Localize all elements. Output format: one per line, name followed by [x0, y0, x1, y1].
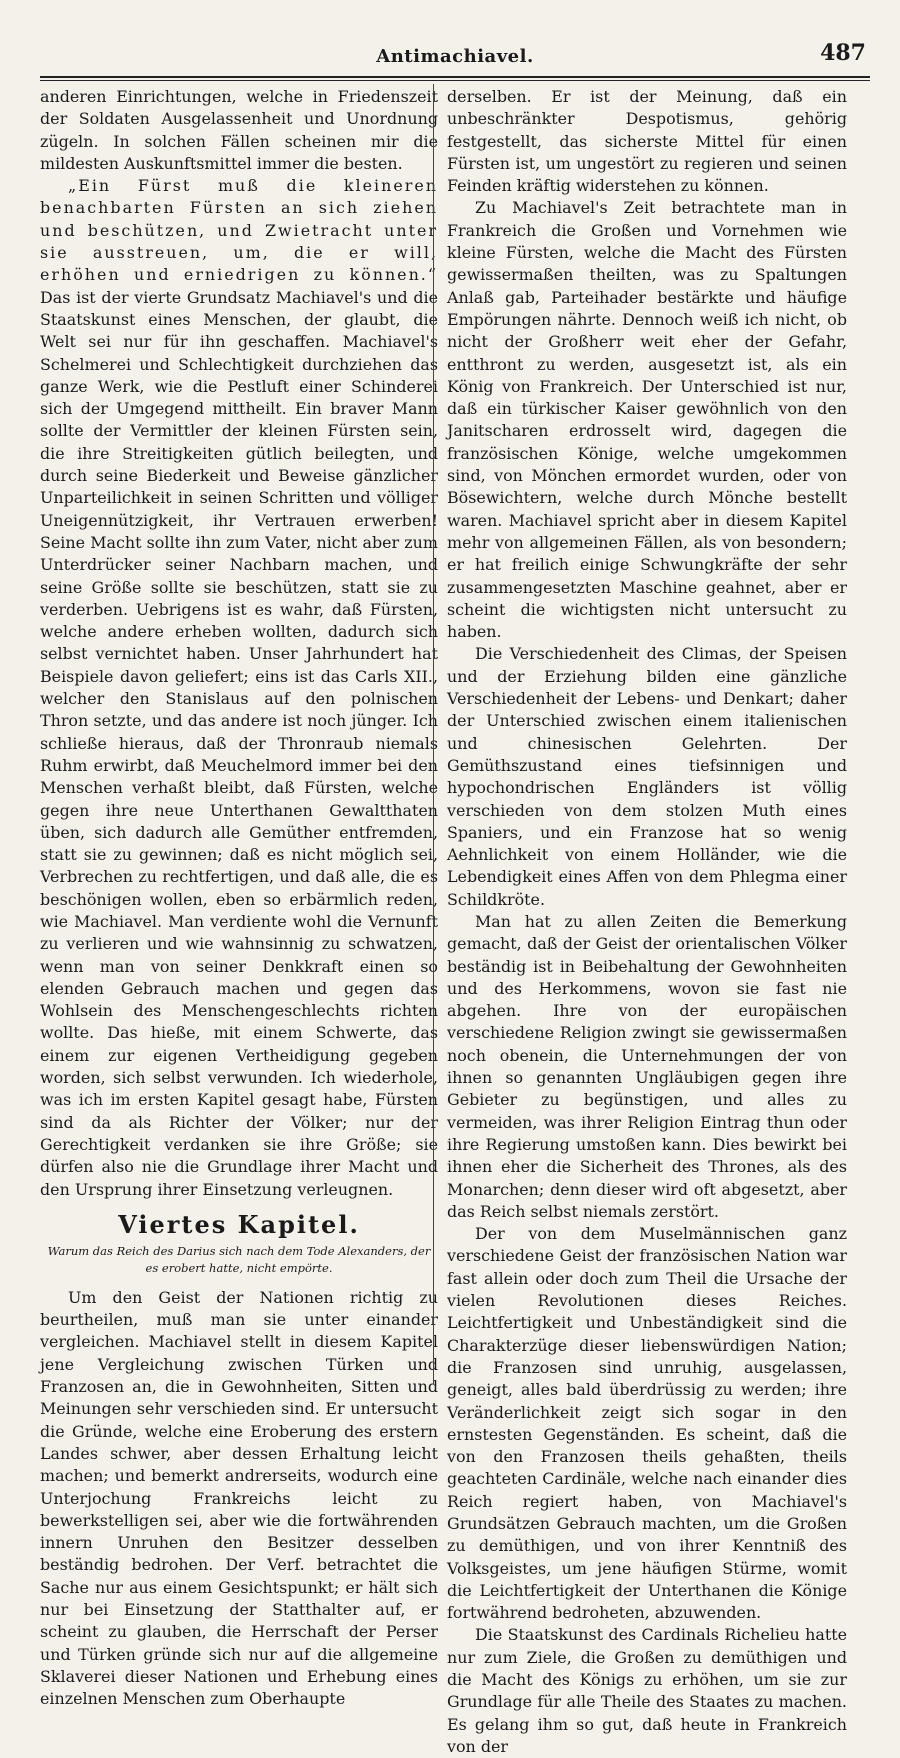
chapter-subtitle: Warum das Reich des Darius sich nach dem Tode Alexanders, der es erobert hatte, nicht empörte. [47, 1243, 431, 1275]
paragraph: Um den Geist der Nationen richtig zu beurtheilen, muß man sie unter einander vergleichen. Machiavel stellt in diesem Kapitel jene Vergleichung zwischen Türken und Franzosen an, die in Gewohnheiten, Sitten und Meinungen sehr verschieden sind. Er untersucht die Gründe, welche eine Eroberung des erstern Landes schwer, aber dessen Erhaltung leicht machen; und bemerkt andrerseits, wodurch eine Unterjochung Frankreichs leicht zu bewerkstelligen sei, aber wie die fortwährenden innern Unruhen den Besitzer desselben beständig bedrohen. Der Verf. betrachtet die Sache nur aus einem Gesichtspunkt; er hält sich nur bei Einsetzung der Statthalter auf, er scheint zu glauben, die Herrschaft der Perser und Türken gründe sich nur auf die allgemeine Sklaverei dieser Nationen und Erhebung eines einzelnen Menschen zum Oberhaupte [40, 1287, 438, 1709]
paragraph: Man hat zu allen Zeiten die Bemerkung gemacht, daß der Geist der orientalischen Völker beständig ist in Beibehaltung der Gewohnheiten und des Herkommens, wovon sie fast nie abgehen. Ihre von der europäischen verschiedene Religion zwingt sie gewissermaßen noch obenein, die Unternehmungen der von ihnen so genannten Ungläubigen gegen ihre Gebieter zu begünstigen, und alles zu vermeiden, was ihrer Religion Eintrag thun oder ihre Regierung umstoßen kann. Dies bewirkt bei ihnen eher die Sicherheit des Thrones, als des Monarchen; denn dieser wird oft abgesetzt, aber das Reich selbst niemals zerstört. [447, 911, 847, 1221]
paragraph: Die Staatskunst des Cardinals Richelieu hatte nur zum Ziele, die Großen zu demüthigen und die Macht des Königs zu erhöhen, um sie zur Grundlage für alle Theile des Staates zu machen. Es gelang ihm so gut, daß heute in Frankreich von der [447, 1625, 847, 1756]
right-column [447, 86, 847, 1758]
paragraph: Die Verschiedenheit des Climas, der Speisen und der Erziehung bilden eine gänzliche Verschiedenheit der Lebens- und Denkart; daher der Unterschied zwischen einem italienischen und chinesischen Gelehrten. Der Gemüthszustand eines tiefsinnigen und hypochondrischen Engländers ist völlig verschieden von dem stolzen Muth eines Spaniers, und ein Franzose hat so wenig Aehnlichkeit von einem Holländer, wie die Lebendigkeit eines Affen von dem Phlegma einer Schildkröte. [447, 644, 847, 909]
paragraph-text: Das ist der vierte Grundsatz Machiavel's und die Staatskunst eines Menschen, der glaubt, die Welt sei nur für ihn geschaffen. Machiavel's Schelmerei und Schlechtigkeit durchziehen das ganze Werk, wie die Pestluft einer Schinderei sich der Umgegend mittheilt. Ein braver Mann sollte der Vermittler der kleinen Fürsten sein, die ihre Streitigkeiten gütlich beilegten, und durch seine Biederkeit und Beweise gänzlicher Unparteilichkeit in seinen Schritten und völliger Uneigennützigkeit, ihr Vertrauen erwerben! Seine Macht sollte ihn zum Vater, nicht aber zum Unterdrücker seiner Nachbarn machen, und seine Größe sollte sie beschützen, statt sie zu verderben. Uebrigens ist es wahr, daß Fürsten, welche andere erheben wollten, dadurch sich selbst vernichtet haben. Unser Jahrhundert hat Beispiele davon geliefert; eins ist das Carls XII., welcher den Stanislaus auf den polnischen Thron setzte, und das andere ist noch jünger. Ich schließe hieraus, daß der Thronraub niemals Ruhm erwirbt, daß Meuchelmord immer bei den Menschen verhaßt bleibt, daß Fürsten, welche gegen ihre neue Unterthanen Gewaltthaten üben, sich dadurch alle Gemüther entfremden, statt sie zu gewinnen; daß es nicht möglich sei, Verbrechen zu rechtfertigen, und daß alle, die es beschönigen wollen, eben so erbärmlich reden, wie Machiavel. Man verdiente wohl die Vernunft zu verlieren und wie wahnsinnig zu schwatzen, wenn man von seiner Denkkraft einen so elenden Gebrauch machen und gegen das Wohlsein des Menschengeschlechts richten wollte. Das hieße, mit einem Schwerte, das einem zur eigenen Vertheidigung gegeben worden, sich selbst verwunden. Ich wiederhole, was ich im ersten Kapitel gesagt habe, Fürsten sind da als Richter der Völker; nur der Gerechtigkeit verdanken sie ihre Größe; sie dürfen also nie die Grundlage ihrer Macht und den Ursprung ihrer Einsetzung verleugnen. [40, 287, 438, 1199]
paragraph: Der von dem Muselmännischen ganz verschiedene Geist der französischen Nation war fast allein oder doch zum Theil die Ursache der vielen Revolutionen dieses Reiches. Leichtfertigkeit und Unbeständigkeit sind die Charakterzüge dieser liebenswürdigen Nation; die Franzosen sind unruhig, ausgelassen, geneigt, alles bald überdrüssig zu werden; ihre Veränderlichkeit zeigt sich sogar in den ernstesten Gegenständen. Es scheint, daß die von den Franzosen theils gehaßten, theils geachteten Cardinäle, welche nach einander dies Reich regiert haben, von Machiavel's Grundsätzen Gebrauch machten, um die Großen zu demüthigen, und von ihrer Kenntniß des Volksgeistes, um jene häufigen Stürme, womit die Leichtfertigkeit der Unterthanen die Könige fortwährend bedroheten, abzuwenden. [447, 1224, 847, 1623]
column-divider [433, 84, 434, 1384]
paragraph [40, 175, 438, 1201]
page-header [40, 40, 870, 74]
running-head: Antimachiavel. [376, 46, 534, 67]
chapter-title: Viertes Kapitel. [118, 1209, 360, 1239]
header-rule [40, 76, 870, 81]
page-number: 487 [820, 40, 866, 66]
paragraph: anderen Einrichtungen, welche in Friedenszeit der Soldaten Ausgelassenheit und Unordnung zügeln. In solchen Fällen scheinen mir die mildesten Auskunftsmittel immer die besten. [40, 87, 438, 173]
paragraph: derselben. Er ist der Meinung, daß ein unbeschränkter Despotismus, gehörig festgestellt, das sicherste Mittel für einen Fürsten ist, um ungestört zu regieren und seinen Feinden kräftig widerstehen zu können. [447, 87, 847, 196]
left-column [40, 86, 438, 1710]
paragraph: Zu Machiavel's Zeit betrachtete man in Frankreich die Großen und Vornehmen wie kleine Fürsten, welche die Macht des Fürsten gewissermaßen theilten, was zu Spaltungen Anlaß gab, Parteihader bestärkte und häufige Empörungen nährte. Dennoch weiß ich nicht, ob nicht der Großherr weit eher der Gefahr, entthront zu werden, ausgesetzt ist, als ein König von Frankreich. Der Unterschied ist nur, daß ein türkischer Kaiser gewöhnlich von den Janitscharen erdrosselt wird, dagegen die französischen Könige, welche umgekommen sind, von Mönchen ermordet wurden, oder von Bösewichtern, welche durch Mönche bestellt waren. Machiavel spricht aber in diesem Kapitel mehr von allgemeinen Fällen, als von besondern; er hat freilich einige Schwungkräfte der sehr zusammengesetzten Maschine geahnet, aber er scheint die wichtigsten nicht untersucht zu haben. [447, 198, 847, 642]
spaced-quote: „Ein Fürst muß die kleineren benachbarten Fürsten an sich ziehen und beschützen, und Zwietracht unter sie ausstreuen, um, die er will, erhöhen und erniedrigen zu können.“ [40, 176, 438, 285]
